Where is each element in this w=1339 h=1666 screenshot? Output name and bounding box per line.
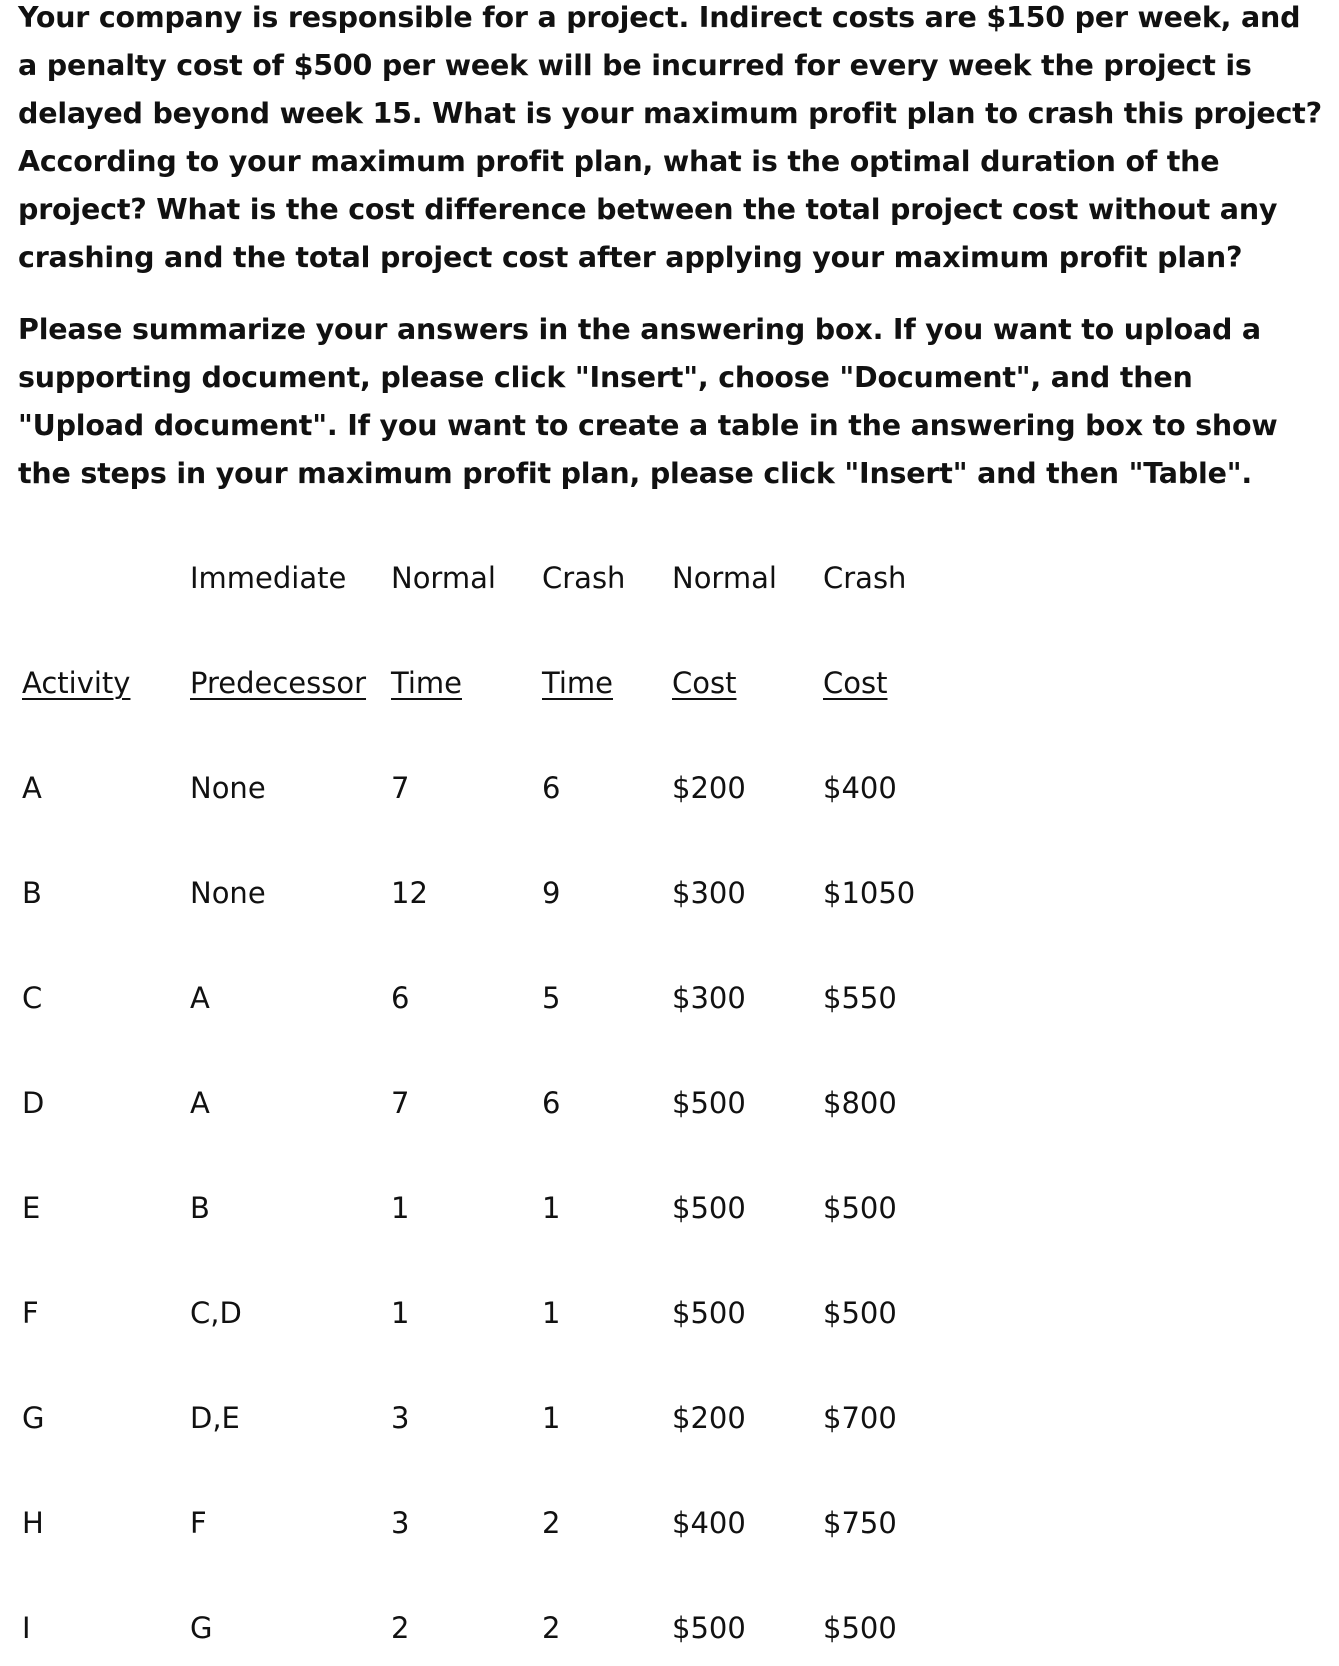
row-h-crash-cost: $750 — [823, 1506, 897, 1540]
row-d-crash-time: 6 — [542, 1086, 561, 1120]
row-b-predecessor: None — [190, 876, 266, 910]
row-d-crash-cost: $800 — [823, 1086, 897, 1120]
header-crash-time: Time — [542, 666, 613, 700]
row-a-crash-time: 6 — [542, 771, 561, 805]
row-c-activity: C — [22, 981, 43, 1015]
row-e-normal-cost: $500 — [672, 1191, 746, 1225]
row-h-crash-time: 2 — [542, 1506, 561, 1540]
row-g-predecessor: D,E — [190, 1401, 240, 1435]
row-c-normal-cost: $300 — [672, 981, 746, 1015]
header-top-immediate: Immediate — [190, 561, 347, 595]
row-b-activity: B — [22, 876, 42, 910]
row-c-crash-cost: $550 — [823, 981, 897, 1015]
question-paragraph: Your company is responsible for a project. Indirect costs are $150 per week, and a penalty cost of $500 per week will be incurred for every week the project is delayed beyond week 15. What is your maximum profit plan to crash this project? According to your maximum profit plan, what is the optimal duration of the project? What is the cost difference between the total project cost without any crashing and the total project cost after applying your maximum profit plan? — [18, 1, 1322, 274]
row-e-activity: E — [22, 1191, 41, 1225]
row-b-crash-cost: $1050 — [823, 876, 916, 910]
row-h-normal-time: 3 — [391, 1506, 410, 1540]
row-e-crash-time: 1 — [542, 1191, 561, 1225]
row-i-normal-time: 2 — [391, 1611, 410, 1645]
row-i-crash-cost: $500 — [823, 1611, 897, 1645]
row-f-crash-cost: $500 — [823, 1296, 897, 1330]
row-f-crash-time: 1 — [542, 1296, 561, 1330]
row-f-normal-time: 1 — [391, 1296, 410, 1330]
row-f-normal-cost: $500 — [672, 1296, 746, 1330]
row-c-predecessor: A — [190, 981, 210, 1015]
header-normal-time: Time — [391, 666, 462, 700]
header-top-normal-cost: Normal — [672, 561, 777, 595]
row-a-normal-cost: $200 — [672, 771, 746, 805]
row-a-activity: A — [22, 771, 42, 805]
row-b-normal-cost: $300 — [672, 876, 746, 910]
row-d-activity: D — [22, 1086, 45, 1120]
row-i-activity: I — [22, 1611, 31, 1645]
row-a-normal-time: 7 — [391, 771, 410, 805]
row-h-activity: H — [22, 1506, 44, 1540]
header-top-normal-time: Normal — [391, 561, 496, 595]
row-e-normal-time: 1 — [391, 1191, 410, 1225]
instructions-paragraph: Please summarize your answers in the answering box. If you want to upload a supporting document, please click "Insert", choose "Document", and then "Upload document". If you want to create a table in the answering box to show the steps in your maximum profit plan, please click "Insert" and then "Table". — [18, 313, 1278, 490]
row-d-normal-time: 7 — [391, 1086, 410, 1120]
row-i-normal-cost: $500 — [672, 1611, 746, 1645]
row-e-crash-cost: $500 — [823, 1191, 897, 1225]
row-g-activity: G — [22, 1401, 45, 1435]
row-d-normal-cost: $500 — [672, 1086, 746, 1120]
header-predecessor: Predecessor — [190, 666, 367, 700]
header-top-crash-time: Crash — [542, 561, 626, 595]
header-top-crash-cost: Crash — [823, 561, 907, 595]
row-c-normal-time: 6 — [391, 981, 410, 1015]
header-crash-cost: Cost — [823, 666, 888, 700]
row-e-predecessor: B — [190, 1191, 210, 1225]
row-g-crash-time: 1 — [542, 1401, 561, 1435]
row-c-crash-time: 5 — [542, 981, 561, 1015]
header-normal-cost: Cost — [672, 666, 737, 700]
row-h-predecessor: F — [190, 1506, 207, 1540]
row-b-normal-time: 12 — [391, 876, 428, 910]
row-d-predecessor: A — [190, 1086, 210, 1120]
row-f-predecessor: C,D — [190, 1296, 242, 1330]
row-b-crash-time: 9 — [542, 876, 561, 910]
row-g-normal-cost: $200 — [672, 1401, 746, 1435]
row-a-crash-cost: $400 — [823, 771, 897, 805]
row-i-predecessor: G — [190, 1611, 213, 1645]
row-a-predecessor: None — [190, 771, 266, 805]
row-h-normal-cost: $400 — [672, 1506, 746, 1540]
header-activity: Activity — [22, 666, 131, 700]
row-i-crash-time: 2 — [542, 1611, 561, 1645]
row-f-activity: F — [22, 1296, 39, 1330]
row-g-normal-time: 3 — [391, 1401, 410, 1435]
row-g-crash-cost: $700 — [823, 1401, 897, 1435]
